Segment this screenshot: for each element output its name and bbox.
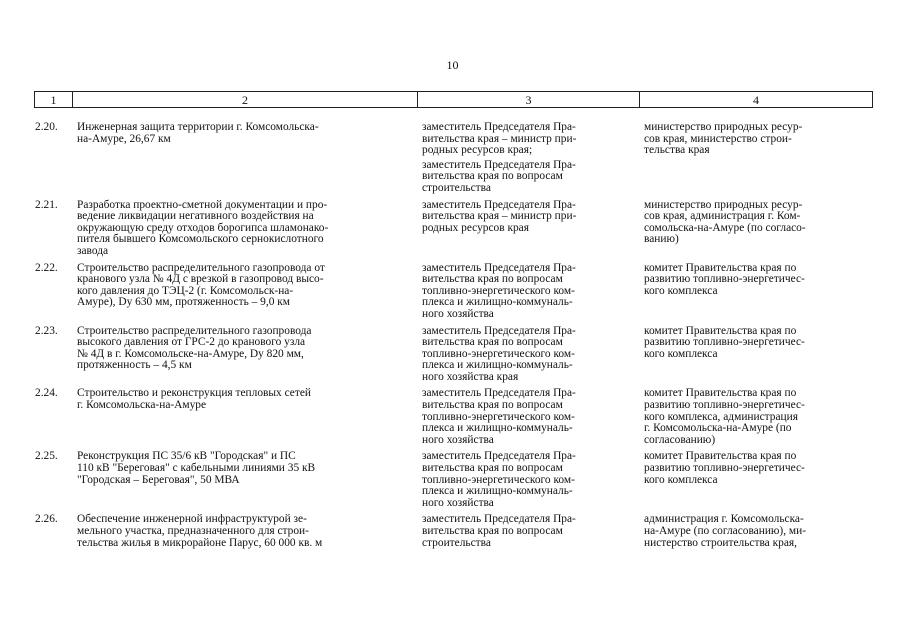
table-row — [35, 383, 873, 446]
row-number: 2.24. — [35, 387, 58, 400]
column-header-4: 4 — [640, 92, 873, 108]
responsible-official-line: топливно-энергетического ком- — [422, 347, 575, 360]
responsible-official-line: плекса и жилищно-коммуналь- — [422, 296, 573, 309]
responsible-official-cell — [418, 446, 640, 509]
responsible-official-paragraph — [422, 514, 639, 549]
responsible-official-line: вительства края по вопросам — [422, 525, 563, 537]
row-number: 2.21. — [35, 198, 58, 211]
responsible-official-line: вительства края – министр при- — [422, 210, 577, 223]
work-description-line: Реконструкция ПС 35/6 кВ "Городская" и ПС — [77, 450, 296, 463]
responsible-official-line: плекса и жилищно-коммуналь- — [422, 485, 573, 498]
responsible-official-line: вительства края по вопросам — [422, 273, 563, 286]
row-number: 2.25. — [35, 450, 58, 463]
executor-line: ванию) — [644, 233, 679, 246]
responsible-official-paragraph — [422, 122, 639, 157]
responsible-official-line: заместитель Председателя Пра- — [422, 387, 576, 400]
executor-line: комитет Правительства края по — [644, 261, 797, 274]
column-header-3: 3 — [418, 92, 640, 108]
executor-cell — [640, 108, 873, 195]
executor-line: г. Комсомольска-на-Амуре (по — [644, 422, 792, 435]
column-header-1: 1 — [35, 92, 73, 108]
row-number: 2.22. — [35, 261, 58, 274]
table-row — [35, 509, 873, 549]
work-description-line: Строительство и реконструкция тепловых сетей — [77, 387, 311, 400]
responsible-official-line: вительства края – министр при- — [422, 132, 577, 145]
table-row — [35, 108, 873, 195]
measures-table — [34, 91, 873, 549]
row-number: 2.20. — [35, 121, 58, 133]
responsible-official-cell — [418, 383, 640, 446]
responsible-official-line: родных ресурсов края; — [422, 144, 533, 157]
executor-cell — [640, 321, 873, 384]
work-description-cell — [73, 383, 418, 446]
work-description-line: № 4Д в г. Комсомольске-на-Амуре, Dy 820 мм, — [77, 347, 304, 360]
work-description-cell — [73, 321, 418, 384]
work-description-cell — [73, 195, 418, 258]
executor-line: комитет Правительства края по — [644, 387, 797, 400]
responsible-official-line: вительства края по вопросам — [422, 399, 563, 412]
executor-cell — [640, 195, 873, 258]
responsible-official-paragraph — [422, 160, 639, 195]
responsible-official-cell — [418, 509, 640, 549]
responsible-official-line: заместитель Председателя Пра- — [422, 513, 576, 526]
work-description-line: г. Комсомольска-на-Амуре — [77, 399, 207, 412]
executor-line: сов края, администрация г. Ком- — [644, 210, 801, 223]
responsible-official-cell — [418, 108, 640, 195]
column-header-2: 2 — [73, 92, 418, 108]
responsible-official-line: плекса и жилищно-коммуналь- — [422, 422, 573, 435]
work-description-line: тельства жилья в микрорайоне Парус, 60 000 кв. м — [77, 536, 323, 549]
work-description-line: Инженерная защита территории г. Комсомольска- — [77, 121, 319, 133]
responsible-official-line: родных ресурсов края — [422, 221, 529, 234]
work-description-cell — [73, 108, 418, 195]
page-number: 10 — [446, 58, 459, 72]
executor-line: кого комплекса — [644, 284, 718, 297]
executor-line: развитию топливно-энергетичес- — [644, 462, 805, 475]
responsible-official-line: вительства края по вопросам — [422, 336, 563, 349]
responsible-official-line: вительства края по вопросам — [422, 170, 563, 183]
executor-line: развитию топливно-энергетичес- — [644, 399, 805, 412]
table-row — [35, 446, 873, 509]
executor-line: сов края, министерство строи- — [644, 132, 792, 145]
work-description-line: на-Амуре, 26,67 км — [77, 132, 171, 145]
executor-line: развитию топливно-энергетичес- — [644, 273, 805, 286]
work-description-line: пителя бывшего Комсомольского сернокислотного — [77, 233, 324, 246]
executor-line: министерство природных ресур- — [644, 121, 803, 133]
executor-line: комитет Правительства края по — [644, 324, 797, 337]
executor-line: сомольска-на-Амуре (по согласо- — [644, 221, 806, 234]
table-body — [35, 108, 873, 550]
work-description-line: Строительство распределительного газопровода — [77, 324, 312, 337]
responsible-official-line: ного хозяйства — [422, 496, 494, 509]
executor-line: министерство природных ресур- — [644, 198, 803, 211]
work-description-cell — [73, 509, 418, 549]
work-description-cell — [73, 446, 418, 509]
executor-line: кого комплекса — [644, 347, 718, 360]
responsible-official-paragraph — [422, 388, 639, 446]
work-description-line: Амуре), Dy 630 мм, протяженность – 9,0 км — [77, 296, 290, 309]
work-description-line: Разработка проектно-сметной документации и про- — [77, 198, 328, 211]
responsible-official-line: топливно-энергетического ком- — [422, 410, 575, 423]
work-description-line: Обеспечение инженерной инфраструктурой зе- — [77, 513, 307, 526]
table-row — [35, 258, 873, 321]
executor-cell — [640, 509, 873, 549]
work-description-line: окружающую среду отходов борогипса шламонако- — [77, 221, 329, 234]
responsible-official-line: заместитель Председателя Пра- — [422, 450, 576, 463]
executor-line: согласованию) — [644, 433, 716, 446]
responsible-official-line: заместитель Председателя Пра- — [422, 158, 576, 171]
work-description-cell — [73, 258, 418, 321]
executor-cell — [640, 446, 873, 509]
row-number: 2.26. — [35, 513, 58, 526]
table-row — [35, 195, 873, 258]
responsible-official-line: ного хозяйства — [422, 307, 494, 320]
executor-line: нистерство строительства края, — [644, 536, 797, 549]
responsible-official-line: ного хозяйства — [422, 433, 494, 446]
work-description-line: Строительство распределительного газопровода от — [77, 261, 325, 274]
responsible-official-paragraph — [422, 326, 639, 384]
work-description-line: ведение ликвидации негативного воздействия на — [77, 210, 314, 223]
executor-line: развитию топливно-энергетичес- — [644, 336, 805, 349]
responsible-official-paragraph — [422, 263, 639, 321]
column-number-header-row — [35, 92, 873, 108]
executor-cell — [640, 258, 873, 321]
responsible-official-line: заместитель Председателя Пра- — [422, 261, 576, 274]
responsible-official-line: заместитель Председателя Пра- — [422, 198, 576, 211]
table-row — [35, 321, 873, 384]
executor-line: на-Амуре (по согласованию), ми- — [644, 525, 807, 537]
executor-cell — [640, 383, 873, 446]
responsible-official-line: плекса и жилищно-коммуналь- — [422, 359, 573, 372]
responsible-official-line: заместитель Председателя Пра- — [422, 324, 576, 337]
responsible-official-line: строительства — [422, 536, 491, 549]
executor-line: кого комплекса, администрация — [644, 410, 798, 423]
responsible-official-paragraph — [422, 451, 639, 509]
responsible-official-line: вительства края по вопросам — [422, 462, 563, 475]
responsible-official-cell — [418, 195, 640, 258]
work-description-line: кранового узла № 4Д с врезкой в газопровод высо- — [77, 273, 324, 286]
row-number: 2.23. — [35, 324, 58, 337]
work-description-line: завода — [77, 244, 109, 257]
responsible-official-cell — [418, 321, 640, 384]
responsible-official-line: топливно-энергетического ком- — [422, 284, 575, 297]
work-description-line: 110 кВ "Береговая" с кабельными линиями 35 кВ — [77, 462, 316, 475]
responsible-official-cell — [418, 258, 640, 321]
responsible-official-line: заместитель Председателя Пра- — [422, 121, 576, 133]
responsible-official-paragraph — [422, 200, 639, 235]
executor-line: комитет Правительства края по — [644, 450, 797, 463]
work-description-line: протяженность – 4,5 км — [77, 359, 192, 372]
executor-line: администрация г. Комсомольска- — [644, 513, 804, 526]
responsible-official-line: строительства — [422, 181, 491, 194]
responsible-official-line: топливно-энергетического ком- — [422, 473, 575, 486]
work-description-line: мельного участка, предназначенного для строи- — [77, 525, 309, 537]
work-description-line: "Городская – Береговая", 50 МВА — [77, 473, 240, 486]
work-description-line: кого давления до ТЭЦ-2 (г. Комсомольск-на- — [77, 284, 294, 297]
responsible-official-line: ного хозяйства края — [422, 370, 519, 383]
work-description-line: высокого давления от ГРС-2 до кранового узла — [77, 336, 306, 349]
executor-line: кого комплекса — [644, 473, 718, 486]
executor-line: тельства края — [644, 144, 710, 157]
